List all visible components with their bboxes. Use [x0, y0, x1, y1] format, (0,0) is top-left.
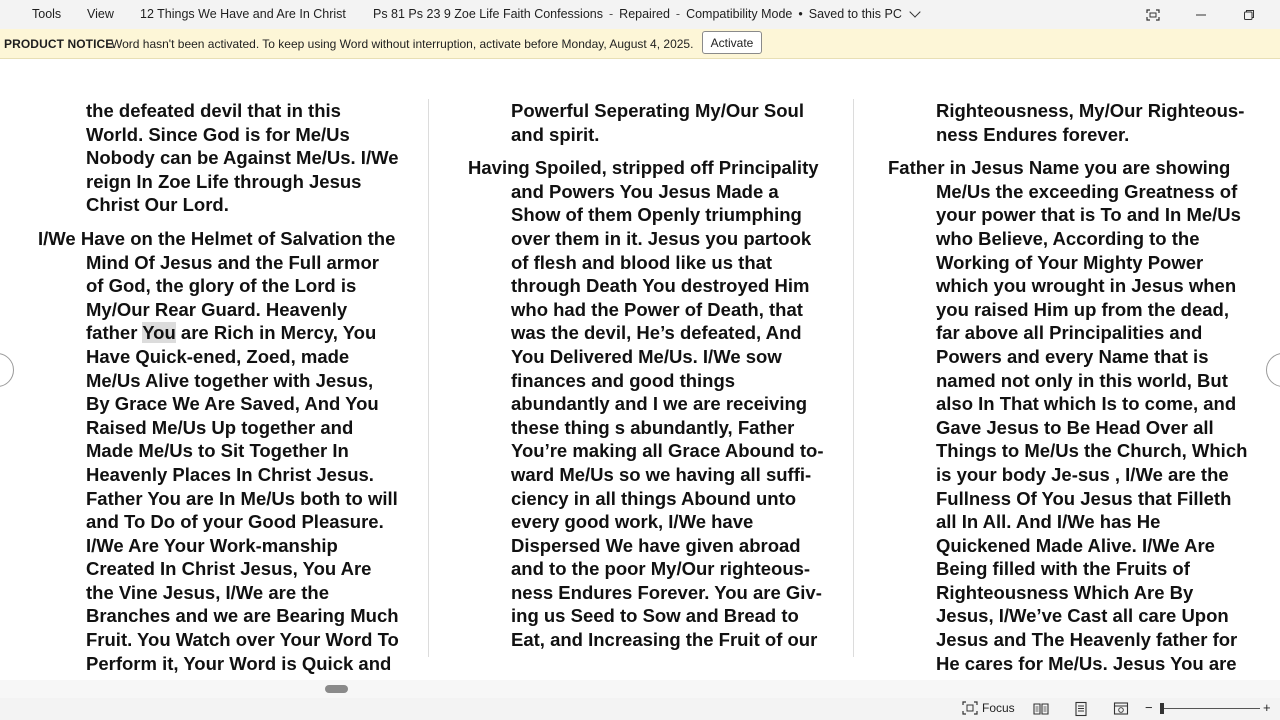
- menu-tools[interactable]: Tools: [32, 7, 62, 21]
- document-area[interactable]: [0, 59, 1280, 680]
- paragraph[interactable]: Father in Jesus Name you are showing Me/Us the exceeding Greatness of your power that is To and In Me/Us who Believe, According to the Working of Your Mighty Power which you wrought in Jesus when you raised Him up from the dead, far above all Principalities and Powers and every Name that is named not only in this world, But also In That which Is to come, and Gave Jesus to Be Head Over all Things to Me/Us the Church, Which is your body Je-sus , I/We are the Fullness Of You Jesus that Filleth all In All. And I/We has He Quickened Made Alive. I/We Are Being filled with the Fruits of Righteousness Which Are By Jesus, I/We’ve Cast all care Upon Jesus and The Heavenly father for He cares for Me/Us. Jesus You are: [888, 157, 1248, 674]
- minimize-button[interactable]: [1178, 0, 1224, 29]
- document-title[interactable]: [373, 7, 919, 21]
- minimize-icon: [1195, 9, 1207, 21]
- horizontal-scrollbar[interactable]: [0, 680, 1280, 698]
- restore-icon: [1243, 9, 1255, 21]
- text-run: are Rich in Mercy, You Have Quick-ened, Zoed, made Me/Us Alive together with Jesus, By Grace We Are Saved, And You Raised Me/Us Up together and Made Me/Us to Sit Together In Heavenly Places In Christ Jesus. Father You are In Me/Us both to will and To Do of your Good Pleasure. I/We Are Your Work-manship Created In Christ Jesus, You Are the Vine Jesus, I/We are the Branches and we are Bearing Much Fruit. You Watch over Your Word To Perform it, Your Word is Quick and: [86, 322, 399, 674]
- activate-button[interactable]: Activate: [702, 31, 762, 54]
- text-run: I/We Have on the Helmet of Salvation the Mind Of Jesus and the Full armor of God, the glory of the Lord is My/Our Rear Guard. Heavenly father: [38, 227, 396, 344]
- read-mode-icon[interactable]: [1033, 701, 1049, 717]
- notice-title: PRODUCT NOTICE: [4, 37, 114, 51]
- focus-button[interactable]: [962, 701, 1015, 715]
- restore-button[interactable]: [1226, 0, 1272, 29]
- product-notice-bar: [0, 29, 1280, 59]
- web-layout-icon[interactable]: [1113, 701, 1129, 717]
- zoom-slider-thumb[interactable]: [1160, 703, 1164, 714]
- menu-view[interactable]: View: [87, 7, 114, 21]
- page-column-1[interactable]: [38, 99, 400, 685]
- print-layout-icon[interactable]: [1073, 701, 1089, 717]
- document-name: Ps 81 Ps 23 9 Zoe Life Faith Confessions: [373, 7, 603, 21]
- focus-mode-button[interactable]: [1130, 0, 1176, 29]
- paragraph[interactable]: [38, 227, 400, 675]
- title-separator: -: [609, 7, 614, 21]
- paragraph[interactable]: Righteousness, My/Our Righteous-ness Endures forever.: [936, 100, 1245, 145]
- zoom-in-button[interactable]: +: [1263, 700, 1271, 715]
- scrollbar-thumb[interactable]: [325, 685, 348, 693]
- chevron-down-icon[interactable]: [909, 6, 920, 17]
- notice-message: Word hasn't been activated. To keep using Word without interruption, activate before Monday, August 4, 2025.: [111, 37, 694, 51]
- page-column-3[interactable]: [888, 99, 1250, 685]
- compatibility-mode-status: Compatibility Mode: [686, 7, 793, 21]
- paragraph[interactable]: the defeated devil that in this World. Since God is for Me/Us Nobody can be Against Me/Us. I/We reign In Zoe Life through Jesus Christ Our Lord.: [86, 100, 399, 216]
- page-divider: [853, 99, 854, 657]
- save-status: Saved to this PC: [808, 7, 902, 21]
- title-bar: [0, 0, 1280, 29]
- paragraph[interactable]: Having Spoiled, stripped off Principality and Powers You Jesus Made a Show of them Openly triumphing over them in it. Jesus you partook of flesh and blood like us that through Death You destroyed Him who had the Power of Death, that was the devil, He’s defeated, And You Delivered Me/Us. I/We sow finances and good things abundantly and I we are receiving these thing s abundantly, Father You’re making all Grace Abound to-ward Me/Us so we having all suffi-ciency in all things Abound unto every good work, I/We have Dispersed We have given abroad and to the poor My/Our righteous-ness Endures Forever. You are Giv-ing us Seed to Sow and Bread to Eat, and Increasing the Fruit of our: [468, 157, 824, 651]
- document-tab-title[interactable]: 12 Things We Have and Are In Christ: [140, 7, 346, 21]
- zoom-out-button[interactable]: −: [1145, 700, 1153, 715]
- repaired-status: Repaired: [619, 7, 670, 21]
- page-column-2[interactable]: [468, 99, 824, 662]
- selected-word[interactable]: You: [142, 322, 176, 344]
- fullscreen-icon: [1146, 9, 1160, 21]
- status-bar: [0, 698, 1280, 720]
- focus-label: Focus: [982, 701, 1015, 715]
- title-separator: -: [675, 7, 681, 21]
- zoom-slider[interactable]: [1160, 708, 1260, 709]
- paragraph[interactable]: Powerful Seperating My/Our Soul and spirit.: [511, 100, 804, 145]
- title-bullet: •: [798, 7, 803, 21]
- focus-icon: [962, 701, 978, 715]
- page-divider: [428, 99, 429, 657]
